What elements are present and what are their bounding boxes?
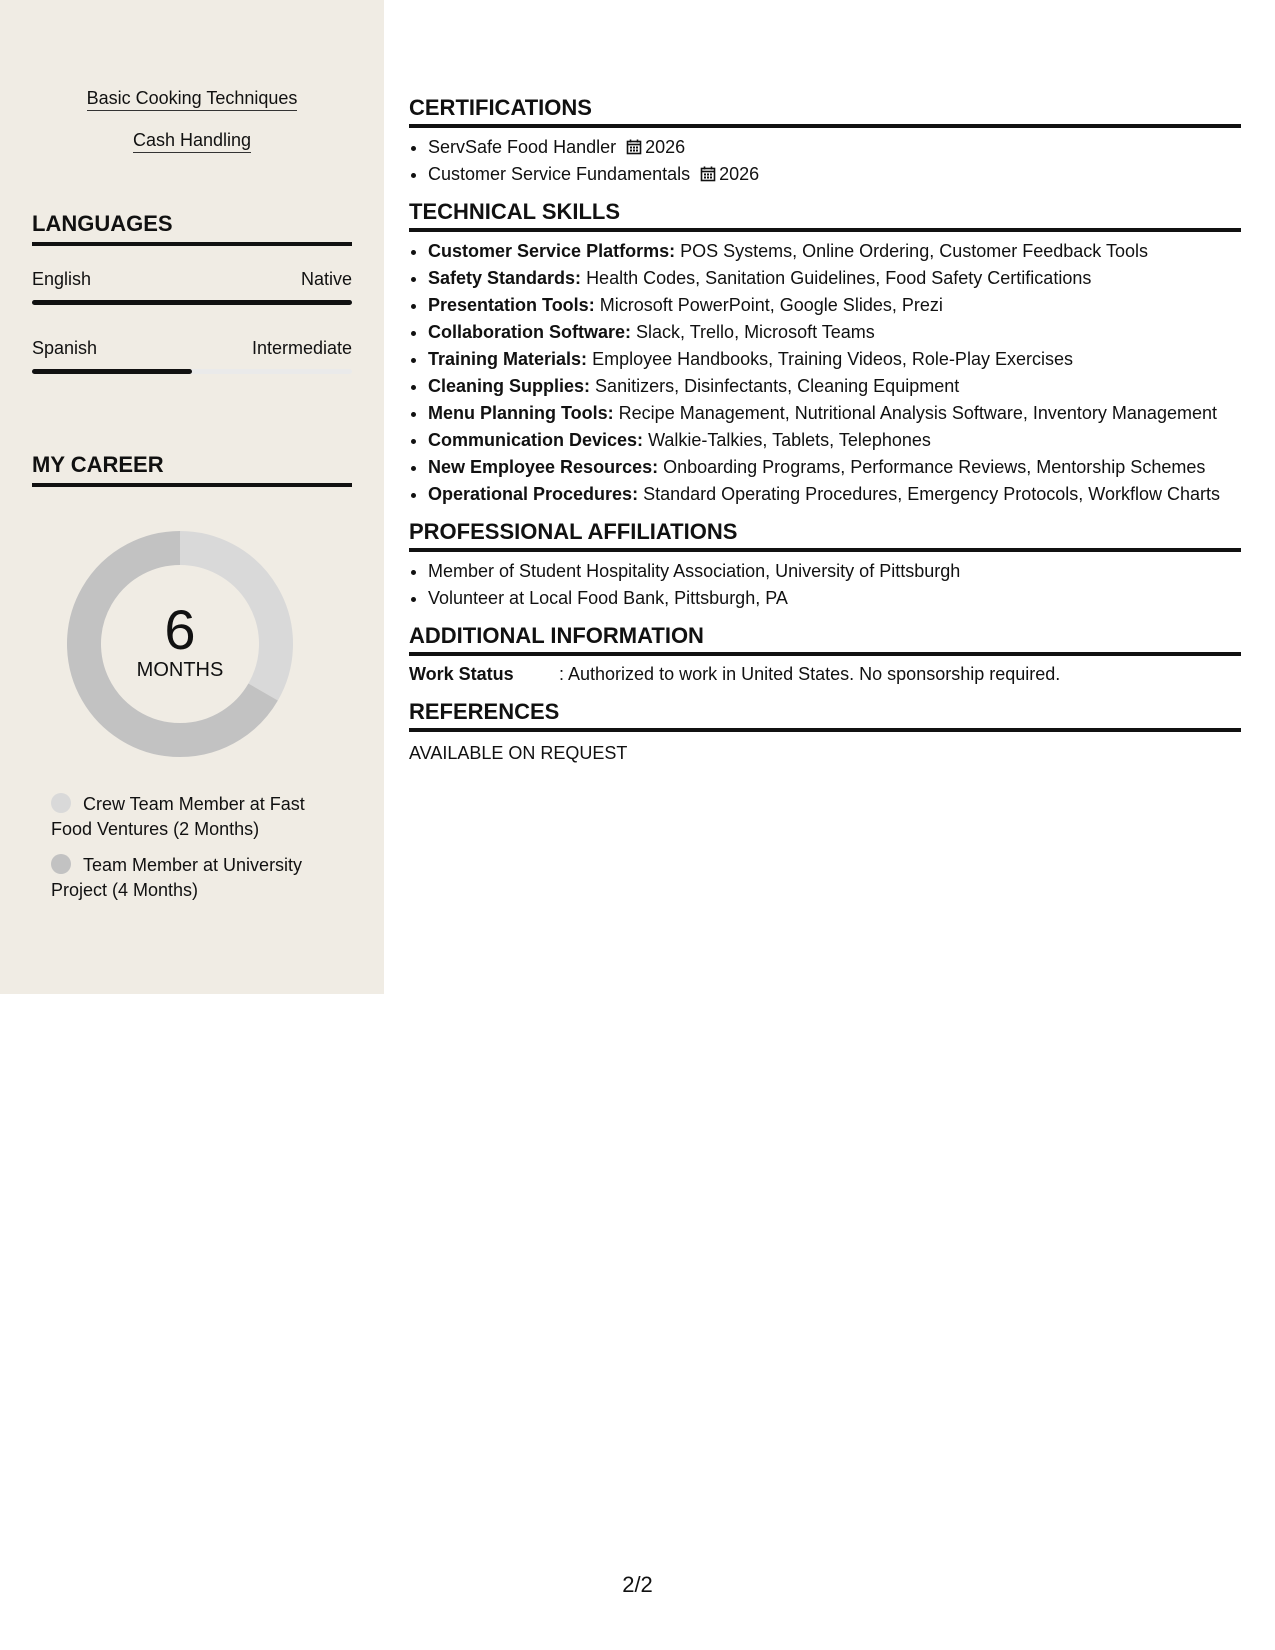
skill-value: Slack, Trello, Microsoft Teams bbox=[636, 322, 875, 342]
skill-item bbox=[428, 238, 1241, 265]
work-status-row bbox=[409, 661, 1241, 688]
additional-info-heading: ADDITIONAL INFORMATION bbox=[409, 622, 1241, 656]
skill-label: Operational Procedures: bbox=[428, 484, 639, 504]
certification-name: Customer Service Fundamentals bbox=[428, 164, 691, 184]
skill-label: Communication Devices: bbox=[428, 430, 644, 450]
skill-label: New Employee Resources: bbox=[428, 457, 659, 477]
certification-year: 2026 bbox=[645, 137, 686, 157]
certification-name: ServSafe Food Handler bbox=[428, 137, 617, 157]
language-row-spanish bbox=[32, 337, 352, 359]
skill-label: Customer Service Platforms: bbox=[428, 241, 676, 261]
career-legend bbox=[51, 792, 331, 914]
language-name: Spanish bbox=[32, 338, 98, 358]
skill-item bbox=[428, 265, 1241, 292]
skill-value: Sanitizers, Disinfectants, Cleaning Equipment bbox=[595, 376, 960, 396]
work-status-label: Work Status bbox=[409, 664, 514, 684]
work-status-value: : Authorized to work in United States. No sponsorship required. bbox=[559, 664, 1061, 684]
additional-info-section bbox=[409, 622, 1241, 688]
skill-value: POS Systems, Online Ordering, Customer Feedback Tools bbox=[680, 241, 1148, 261]
page-number: 2/2 bbox=[622, 1572, 653, 1597]
affiliation-item: • Volunteer at Local Food Bank, Pittsburgh, PA bbox=[428, 585, 1241, 612]
skill-item bbox=[428, 400, 1241, 427]
language-bar-fill bbox=[32, 369, 192, 374]
skill-item bbox=[428, 373, 1241, 400]
donut-center bbox=[66, 530, 294, 758]
references-heading: REFERENCES bbox=[409, 698, 1241, 732]
skill-value: Standard Operating Procedures, Emergency Protocols, Workflow Charts bbox=[643, 484, 1221, 504]
skill-item bbox=[428, 481, 1241, 508]
skill-value: Health Codes, Sanitation Guidelines, Food Safety Certifications bbox=[586, 268, 1092, 288]
technical-skills-list bbox=[409, 238, 1241, 508]
language-row-english bbox=[32, 268, 352, 290]
legend-item bbox=[51, 853, 331, 903]
skill-item bbox=[428, 292, 1241, 319]
skill-tags bbox=[0, 87, 384, 171]
certifications-section bbox=[409, 94, 1241, 188]
language-bar-spanish bbox=[32, 369, 352, 374]
skill-value: Onboarding Programs, Performance Reviews, Mentorship Schemes bbox=[663, 457, 1206, 477]
skill-label: Presentation Tools: bbox=[428, 295, 595, 315]
skill-item bbox=[428, 319, 1241, 346]
language-bar-english bbox=[32, 300, 352, 305]
calendar-icon bbox=[700, 166, 716, 182]
skill-item bbox=[428, 346, 1241, 373]
references-text: AVAILABLE ON REQUEST bbox=[409, 743, 628, 763]
language-name: English bbox=[32, 269, 92, 289]
certifications-heading: CERTIFICATIONS bbox=[409, 94, 1241, 128]
skill-value: Employee Handbooks, Training Videos, Role-Play Exercises bbox=[592, 349, 1073, 369]
skill-label: Cleaning Supplies: bbox=[428, 376, 591, 396]
language-bar-fill bbox=[32, 300, 352, 305]
certification-item bbox=[428, 134, 1241, 161]
skill-tag: Cash Handling bbox=[133, 129, 251, 153]
career-total-unit: MONTHS bbox=[136, 659, 224, 681]
language-level: Intermediate bbox=[251, 338, 352, 358]
skill-item bbox=[428, 454, 1241, 481]
references-section bbox=[409, 698, 1241, 767]
affiliations-list bbox=[409, 558, 1241, 612]
legend-dot bbox=[51, 793, 71, 813]
main-content bbox=[409, 94, 1241, 777]
skill-label: Safety Standards: bbox=[428, 268, 582, 288]
languages-heading: LANGUAGES bbox=[32, 210, 352, 246]
sidebar bbox=[0, 0, 384, 994]
skill-value: Recipe Management, Nutritional Analysis Software, Inventory Management bbox=[618, 403, 1217, 423]
skill-value: Microsoft PowerPoint, Google Slides, Prezi bbox=[599, 295, 943, 315]
career-heading: MY CAREER bbox=[32, 451, 352, 487]
career-total-value: 6 bbox=[164, 598, 196, 661]
skill-label: Menu Planning Tools: bbox=[428, 403, 614, 423]
skill-label: Collaboration Software: bbox=[428, 322, 632, 342]
legend-label: Team Member at University Project (4 Months) bbox=[51, 855, 303, 900]
technical-skills-section bbox=[409, 198, 1241, 508]
legend-label: Crew Team Member at Fast Food Ventures (2 Months) bbox=[51, 794, 305, 839]
skill-label: Training Materials: bbox=[428, 349, 588, 369]
certifications-list bbox=[409, 134, 1241, 188]
career-donut-chart bbox=[66, 530, 294, 758]
language-level: Native bbox=[300, 269, 352, 289]
legend-dot bbox=[51, 854, 71, 874]
technical-skills-heading: TECHNICAL SKILLS bbox=[409, 198, 1241, 232]
affiliation-item: • Member of Student Hospitality Association, University of Pittsburgh bbox=[428, 558, 1241, 585]
certification-item bbox=[428, 161, 1241, 188]
affiliations-section bbox=[409, 518, 1241, 612]
legend-item bbox=[51, 792, 331, 842]
skill-tag: Basic Cooking Techniques bbox=[87, 87, 298, 111]
skill-item bbox=[428, 427, 1241, 454]
affiliations-heading: PROFESSIONAL AFFILIATIONS bbox=[409, 518, 1241, 552]
calendar-icon bbox=[626, 139, 642, 155]
skill-value: Walkie-Talkies, Tablets, Telephones bbox=[648, 430, 931, 450]
certification-year: 2026 bbox=[719, 164, 760, 184]
